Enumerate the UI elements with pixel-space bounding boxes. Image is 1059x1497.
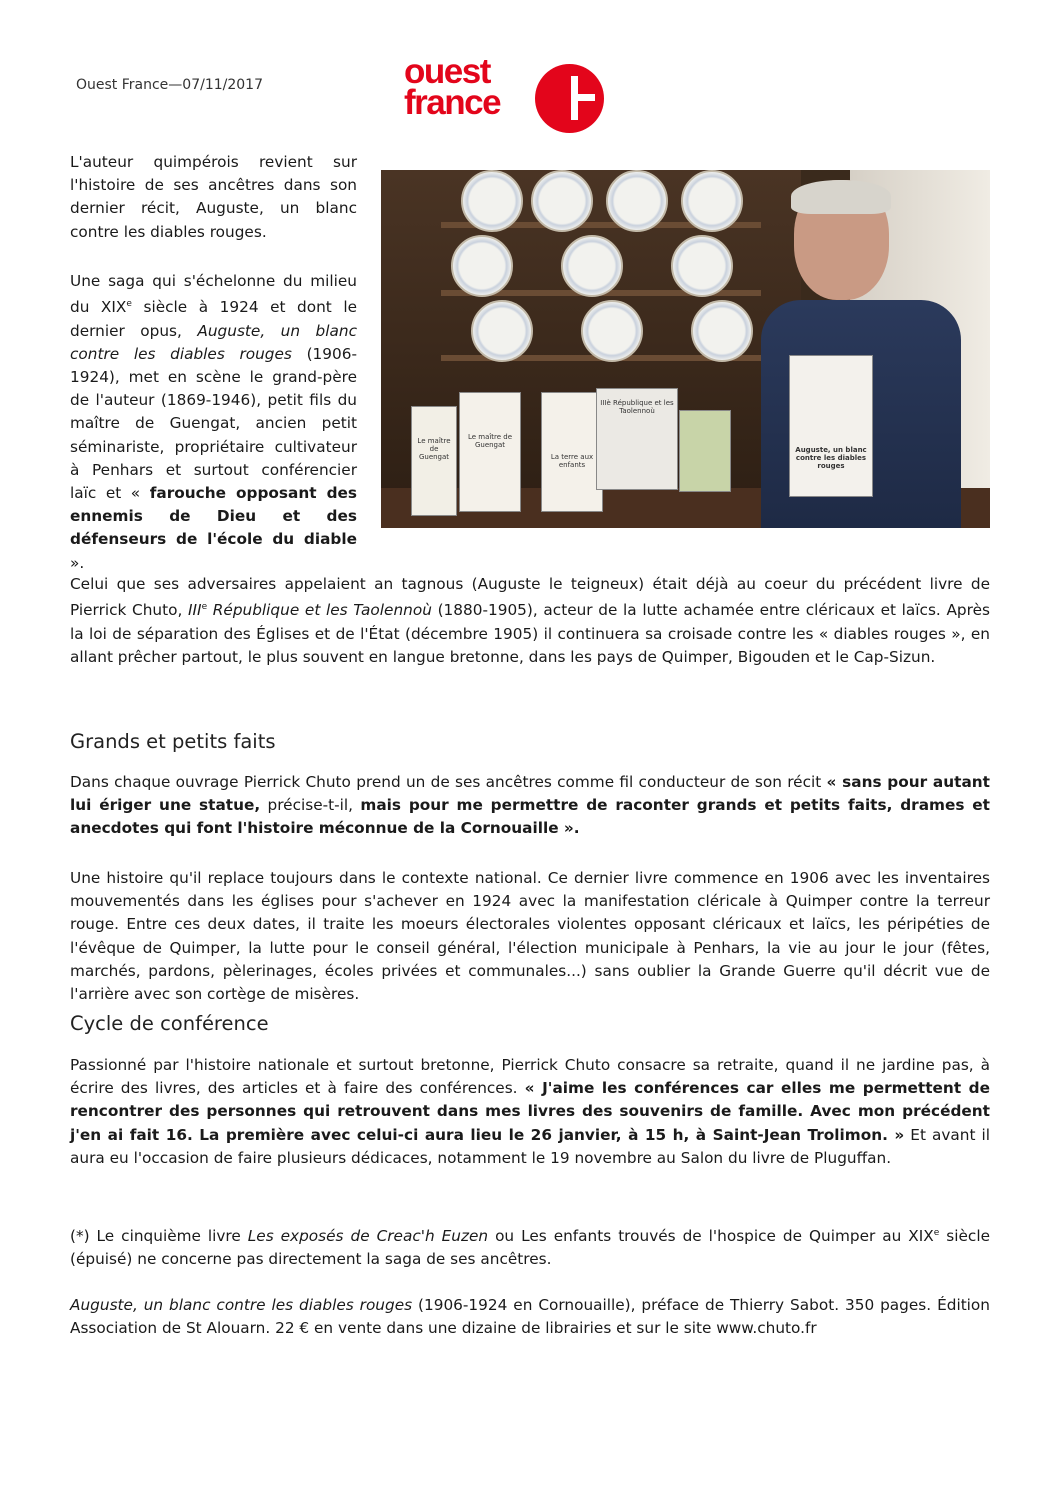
body-paragraph-4: Passionné par l'histoire nationale et surtout bretonne, Pierrick Chuto consacre sa retraite, quand il ne jardine pas, à écrire des livres, des articles et à faire des conférences. « J'aime les conférences car elles me permettent de rencontrer des personnes qui retrouvent dans mes livres des souvenirs de famille. Avec mon précédent j'en ai fait 16. La première avec celui-ci aura lieu le 26 janvier, à 15 h, à Saint-Jean Trolimon. » Et avant il aura eu l'occasion de faire plusieurs dédicaces, notamment le 19 novembre au Salon du livre de Pluguffan.: [70, 1056, 990, 1167]
logo-circle-icon: [535, 64, 604, 133]
book-info-paragraph: Auguste, un blanc contre les diables rouges (1906-1924 en Cornouaille), préface de Thierry Sabot. 350 pages. Édition Association de St Alouarn. 22 € en vente dans une dizaine de librairies et sur le site www.chuto.fr: [70, 1296, 990, 1338]
source-date-line: Ouest France—07/11/2017: [76, 77, 263, 93]
logo-line-1: ouest: [404, 52, 490, 91]
body-paragraph-3: Une histoire qu'il replace toujours dans le contexte national. Ce dernier livre commence en 1906 avec les inventaires mouvementés dans les églises pour s'achever en 1924 avec la manifestation cléricale à Quimper contre la terreur rouge. Entre ces deux dates, il traite les moeurs électorales violentes opposant cléricaux et laïcs, les péripéties de l'évêque de Quimper, la lutte pour le conseil général, l'élection municipale à Penhars, la vie au jour le jour (fêtes, marchés, pardons, pèlerinages, écoles privées et communales...) sans oublier la Grande Guerre qu'il décrit vue de l'arrière avec son cortège de misères.: [70, 869, 990, 1004]
intro-paragraph: L'auteur quimpérois revient sur l'histoire de ses ancêtres dans son dernier récit, Auguste, un blanc contre les diables rouges.: [70, 153, 357, 241]
section-heading-1: Grands et petits faits: [70, 730, 276, 753]
ouest-france-logo: [404, 52, 604, 132]
body-paragraph-2: Dans chaque ouvrage Pierrick Chuto prend un de ses ancêtres comme fil conducteur de son récit « sans pour autant lui ériger une statue, précise-t-il, mais pour me permettre de raconter grands et petits faits, drames et anecdotes qui font l'histoire méconnue de la Cornouaille ».: [70, 773, 990, 838]
author-photo: [381, 170, 990, 528]
section-heading-2: Cycle de conférence: [70, 1012, 269, 1035]
footnote-paragraph: (*) Le cinquième livre Les exposés de Creac'h Euzen ou Les enfants trouvés de l'hospice de Quimper au XIXe siècle (épuisé) ne concerne pas directement la saga de ses ancêtres.: [70, 1227, 990, 1269]
book-3: La terre aux enfants: [541, 392, 603, 512]
book-2: Le maître de Guengat: [459, 392, 521, 512]
logo-wordmark: [404, 52, 501, 122]
book-auguste: Auguste, un blanc contre les diables rouges: [789, 355, 873, 497]
book-1: Le maître de Guengat: [411, 406, 457, 516]
body-paragraph-1: Celui que ses adversaires appelaient an tagnous (Auguste le teigneux) était déjà au coeur du précédent livre de Pierrick Chuto, IIIe République et les Taolennoù (1880-1905), acteur de la lutte achamée entre cléricaux et laïcs. Après la loi de séparation des Églises et de l'État (décembre 1905) il continuera sa croisade contre les « diables rouges », en allant prêcher partout, le plus souvent en langue bretonne, dans les pays de Quimper, Bigouden et le Cap-Sizun.: [70, 575, 990, 666]
saga-paragraph: Une saga qui s'échelonne du milieu du XIXe siècle à 1924 et dont le dernier opus, Auguste, un blanc contre les diables rouges (1906-1924), met en scène le grand-père de l'auteur (1869-1946), petit fils du maître de Guengat, ancien petit séminariste, propriétaire cultivateur à Penhars et surtout conférencier laïc et « farouche opposant des ennemis de Dieu et des défenseurs de l'école du diable ».: [70, 272, 358, 572]
book-5: [679, 410, 731, 492]
logo-line-2: france: [404, 83, 501, 122]
book-4: IIIè République et les Taolennoù: [596, 388, 678, 490]
